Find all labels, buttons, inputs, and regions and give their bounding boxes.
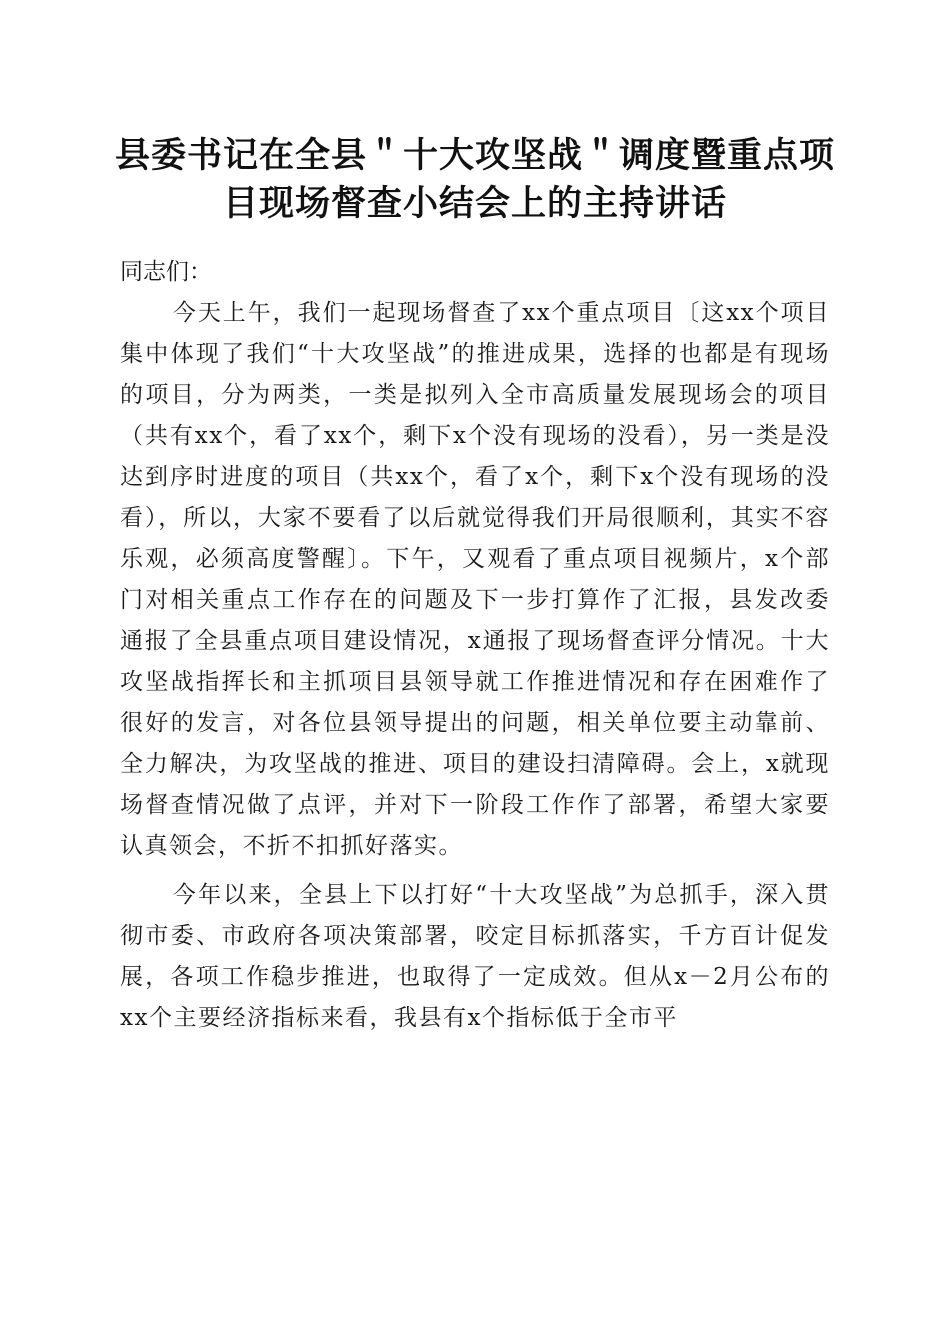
document-body: [120, 252, 830, 1047]
paragraph-2: 今年以来，全县上下以打好“十大攻坚战”为总抓手，深入贯彻市委、市政府各项决策部署，咬定目标抓落实，千方百计促发展，各项工作稳步推进，也取得了一定成效。但从x－2月公布的xx个主要经济指标来看，我县有x个指标低于全市平: [120, 882, 830, 1031]
salutation: 同志们：: [120, 259, 212, 285]
document-title: 县委书记在全县＂十大攻坚战＂调度暨重点项目现场督查小结会上的主持讲话: [114, 135, 835, 224]
paragraph-1: 今天上午，我们一起现场督查了xx个重点项目〔这xx个项目集中体现了我们“十大攻坚战”的推进成果，选择的也都是有现场的项目，分为两类，一类是拟列入全市高质量发展现场会的项目（共有xx个，看了xx个，剩下x个没有现场的没看），另一类是没达到序时进度的项目（共xx个，看了x个，剩下x个没有现场的没看），所以，大家不要看了以后就觉得我们开局很顺利，其实不容乐观，必须高度警醒〕。下午，又观看了重点项目视频片，x个部门对相关重点工作存在的问题及下一步打算作了汇报，县发改委通报了全县重点项目建设情况，x通报了现场督查评分情况。十大攻坚战指挥长和主抓项目县领导就工作推进情况和存在困难作了很好的发言，对各位县领导提出的问题，相关单位要主动靠前、全力解决，为攻坚战的推进、项目的建设扫清障碍。会上，x就现场督查情况做了点评，并对下一阶段工作作了部署，希望大家要认真领会，不折不扣抓好落实。: [120, 300, 830, 859]
